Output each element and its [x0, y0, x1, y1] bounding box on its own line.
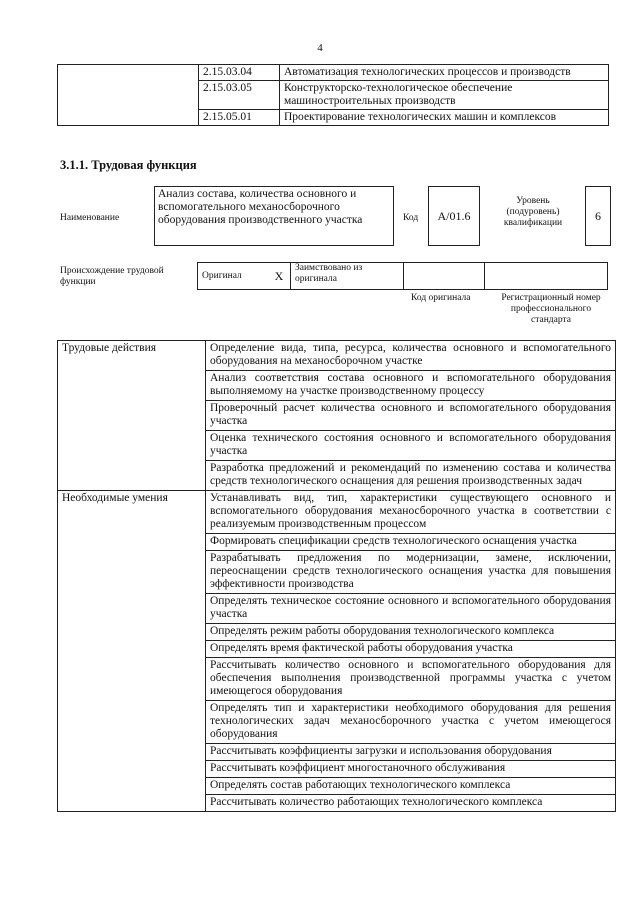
function-code-box: A/01.6	[428, 186, 480, 246]
borrowed-cell: Заимствовано из оригинала	[291, 263, 404, 290]
code-original-label: Код оригинала	[411, 293, 471, 303]
labor-action-item: Определение вида, типа, ресурса, количества основного и вспомогательного оборудования на механосборочном участке	[206, 341, 616, 371]
code-cell: 2.15.03.04	[199, 65, 280, 81]
labor-action-item: Проверочный расчет количества основного и вспомогательного оборудования участка	[206, 401, 616, 431]
function-name-box: Анализ состава, количества основного и вспомогательного механосборочного оборудования производственного участка	[154, 186, 394, 246]
table-row	[58, 491, 616, 534]
code-label: Код	[403, 213, 419, 223]
program-name-cell: Автоматизация технологических процессов и производств	[280, 65, 609, 81]
origin-table	[197, 262, 608, 290]
skill-item: Определять техническое состояние основного и вспомогательного оборудования участка	[206, 594, 616, 624]
skill-item: Рассчитывать количество работающих технологического комплекса	[206, 795, 616, 812]
labor-actions-label: Трудовые действия	[58, 341, 206, 491]
table-row	[58, 341, 616, 371]
name-label: Наименование	[60, 213, 120, 223]
program-name-cell: Конструкторско-технологическое обеспечение машиностроительных производств	[280, 81, 609, 110]
qualification-level-label: Уровень (подуровень) квалификации	[503, 196, 563, 228]
function-details-table	[57, 340, 616, 812]
skill-item: Определять тип и характеристики необходимого оборудования для решения технологических задач механосборочного участка с учетом имеющегося оборудования	[206, 701, 616, 744]
skill-item: Определять состав работающих технологического комплекса	[206, 778, 616, 795]
reg-number-cell	[485, 263, 608, 290]
labor-action-item: Оценка технического состояния основного и вспомогательного оборудования участка	[206, 431, 616, 461]
labor-action-item: Анализ соответствия состава основного и вспомогательного оборудования выполняемому на участке производственному процессу	[206, 371, 616, 401]
page-number: 4	[317, 42, 323, 54]
skill-item: Устанавливать вид, тип, характеристики существующего основного и вспомогательного оборудования механосборочного участка в соответствии с реализуемым производственным процессом	[206, 491, 616, 534]
section-title: 3.1.1. Трудовая функция	[60, 158, 197, 172]
origin-label: Происхождение трудовой функции	[60, 266, 164, 287]
original-cell: Оригинал	[198, 263, 269, 290]
skill-item: Определять режим работы оборудования технологического комплекса	[206, 624, 616, 641]
skill-item: Формировать спецификации средств технологического оснащения участка	[206, 534, 616, 551]
table-row	[58, 65, 609, 81]
table-row	[198, 263, 608, 290]
skill-item: Рассчитывать количество основного и вспомогательного оборудования для обеспечения выполнения производственной программы участка с учетом имеющегося оборудования	[206, 658, 616, 701]
education-codes-table	[57, 64, 609, 126]
skill-item: Рассчитывать коэффициенты загрузки и использования оборудования	[206, 744, 616, 761]
empty-cell	[58, 65, 199, 126]
skill-item: Рассчитывать коэффициент многостаночного обслуживания	[206, 761, 616, 778]
code-cell: 2.15.05.01	[199, 110, 280, 126]
program-name-cell: Проектирование технологических машин и комплексов	[280, 110, 609, 126]
code-original-cell	[404, 263, 485, 290]
skill-item: Определять время фактической работы оборудования участка	[206, 641, 616, 658]
skills-label: Необходимые умения	[58, 491, 206, 812]
reg-number-label: Регистрационный номер профессионального стандарта	[501, 293, 601, 325]
skill-item: Разрабатывать предложения по модернизации, замене, исключении, переоснащении средств технологического оснащения участка для повышения эффективности производства	[206, 551, 616, 594]
labor-action-item: Разработка предложений и рекомендаций по изменению состава и количества средств технологического оснащения для решения производственных задач	[206, 461, 616, 491]
code-cell: 2.15.03.05	[199, 81, 280, 110]
original-mark: X	[268, 263, 291, 290]
qualification-level-box: 6	[585, 186, 611, 246]
